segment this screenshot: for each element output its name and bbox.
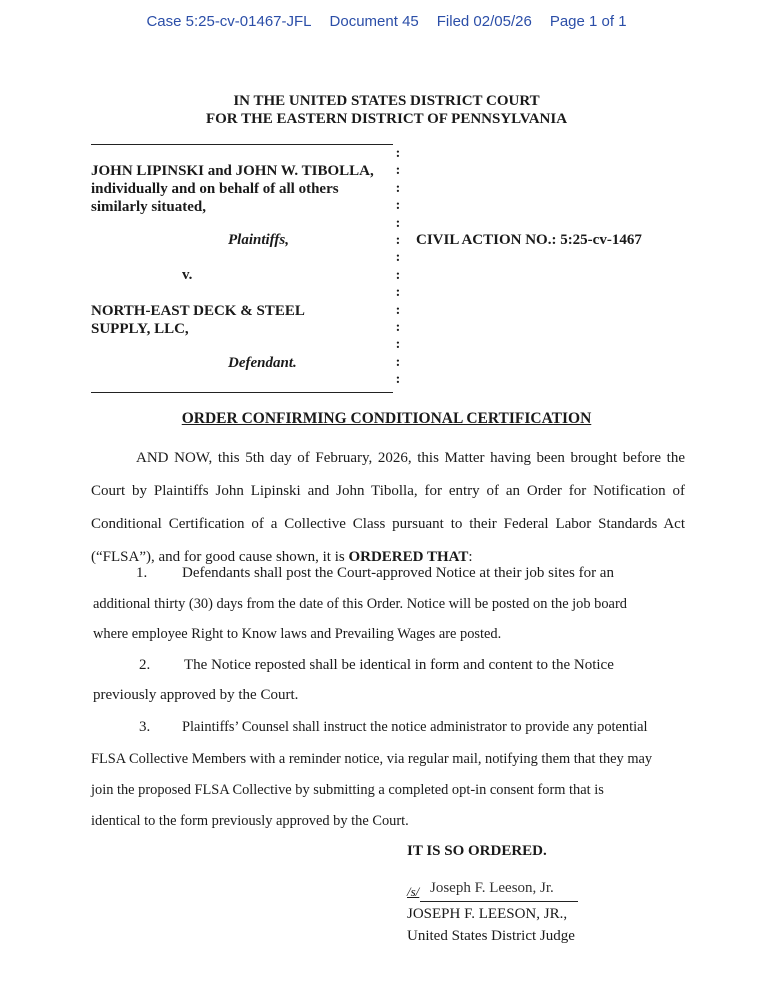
caption-colon: :: [395, 285, 401, 301]
plaintiffs-block: [91, 162, 391, 216]
case-number: Case 5:25-cv-01467-JFL: [146, 13, 312, 30]
item-1-line-1: Defendants shall post the Court-approved Notice at their job sites for an: [182, 565, 614, 581]
order-intro: [91, 442, 685, 574]
caption-colon: :: [395, 163, 401, 179]
ordered-that: ORDERED THAT: [348, 549, 469, 565]
caption-top-rule: [91, 144, 393, 145]
intro-line-2: Court by Plaintiffs John Lipinski and John Tibolla, for entry of an Order for Notification of: [91, 483, 685, 499]
intro-colon: :: [468, 549, 473, 565]
page-count: Page 1 of 1: [549, 13, 627, 30]
caption-colon: :: [395, 198, 401, 214]
intro-line-3: Conditional Certification of a Collective Class pursuant to their Federal Labor Standards Act: [91, 516, 685, 532]
defendant-line-1: NORTH-EAST DECK & STEEL: [91, 303, 305, 319]
signature-mark: /s/: [407, 884, 420, 899]
versus-label: v.: [182, 267, 193, 283]
caption-colon: :: [395, 302, 401, 318]
item-1-line-2: additional thirty (30) days from the date of this Order. Notice will be posted on the job board: [93, 596, 627, 612]
caption-bottom-rule: [91, 392, 393, 393]
order-title: ORDER CONFIRMING CONDITIONAL CERTIFICATION: [181, 410, 592, 427]
caption-colon: :: [395, 250, 401, 266]
item-1-number: 1.: [136, 565, 148, 581]
item-3-line-4: identical to the form previously approved by the Court.: [91, 813, 409, 829]
signature-line: [420, 901, 578, 902]
caption-colon: :: [395, 215, 401, 231]
caption-colon: :: [395, 319, 401, 335]
item-3-number: 3.: [139, 719, 151, 735]
intro-line-1: AND NOW, this 5th day of February, 2026, this Matter having been brought before the: [136, 450, 685, 466]
document-number: Document 45: [329, 13, 419, 30]
plaintiffs-label: Plaintiffs,: [228, 232, 289, 248]
item-2-line-2: previously approved by the Court.: [93, 687, 299, 703]
item-3-line-3: join the proposed FLSA Collective by submitting a completed opt-in consent form that is: [91, 782, 604, 798]
intro-last-text: (“FLSA”), and for good cause shown, it is: [91, 549, 349, 565]
item-3-line-1: Plaintiffs’ Counsel shall instruct the notice administrator to provide any potential: [182, 719, 648, 735]
defendant-label: Defendant.: [228, 355, 297, 371]
civil-action-number: CIVIL ACTION NO.: 5:25-cv-1467: [416, 232, 642, 248]
so-ordered: IT IS SO ORDERED.: [407, 843, 547, 859]
court-heading: [0, 92, 773, 128]
plaintiffs-line-2: individually and on behalf of all others: [91, 181, 339, 197]
signed-name: Joseph F. Leeson, Jr.: [430, 880, 554, 896]
defendant-line-2: SUPPLY, LLC,: [91, 321, 189, 337]
filed-date: Filed 02/05/26: [436, 13, 532, 30]
caption-colon: :: [395, 232, 401, 248]
judge-name: JOSEPH F. LEESON, JR.,: [407, 906, 568, 922]
caption-colon: :: [395, 180, 401, 196]
item-3-line-2: FLSA Collective Members with a reminder notice, via regular mail, notifying them that they may: [91, 751, 653, 767]
caption-colon: :: [395, 267, 401, 283]
caption-colon: :: [395, 372, 401, 388]
caption-colon: :: [395, 337, 401, 353]
judge-title: United States District Judge: [407, 928, 575, 944]
item-2-line-1: The Notice reposted shall be identical in form and content to the Notice: [184, 657, 614, 673]
court-line-1: IN THE UNITED STATES DISTRICT COURT: [233, 93, 540, 109]
item-1-line-3: where employee Right to Know laws and Prevailing Wages are posted.: [93, 626, 502, 642]
item-2-number: 2.: [139, 657, 151, 673]
caption-colon: :: [395, 354, 401, 370]
plaintiffs-line-3: similarly situated,: [91, 199, 206, 215]
defendant-block: [91, 302, 391, 338]
court-line-2: FOR THE EASTERN DISTRICT OF PENNSYLVANIA: [205, 111, 568, 127]
caption-colon: :: [395, 146, 401, 161]
filing-stamp: [0, 13, 773, 30]
plaintiffs-line-1: JOHN LIPINSKI and JOHN W. TIBOLLA,: [91, 163, 374, 179]
caption-colon-column: [393, 145, 403, 388]
